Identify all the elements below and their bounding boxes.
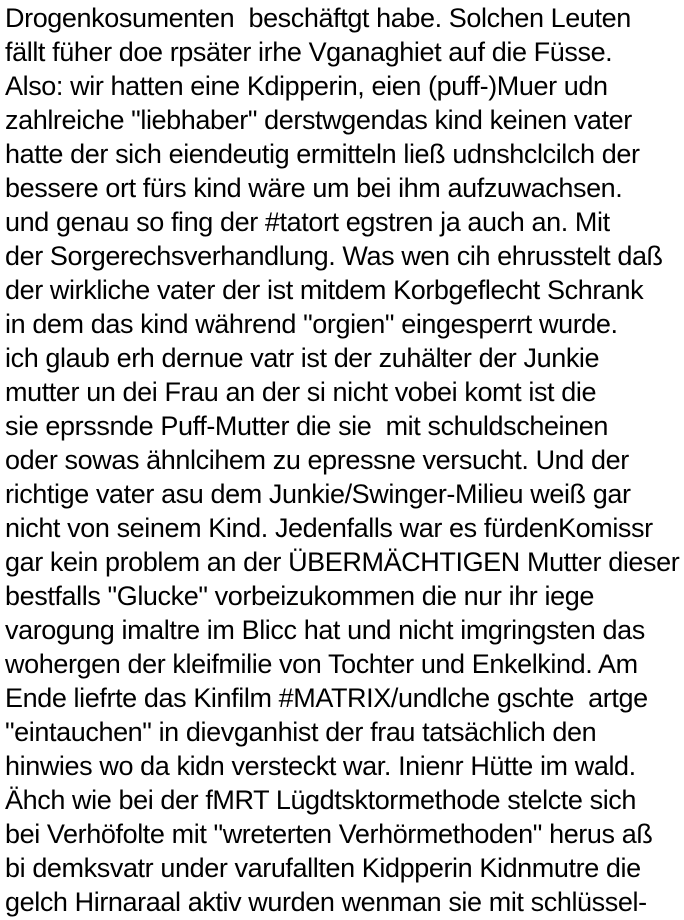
text-line: wohergen der kleifmilie von Tochter und Enkelkind. Am	[5, 649, 638, 679]
text-line: fällt füher doe rpsäter irhe Vganaghiet auf die Füsse.	[5, 37, 613, 67]
text-line: gar kein problem an der ÜBERMÄCHTIGEN Mutter dieser	[5, 547, 680, 577]
text-line: Ähch wie bei der fMRT Lügdtsktormethode stelcte sich	[5, 785, 637, 815]
text-line: hinwies wo da kidn versteckt war. Inienr Hütte im wald.	[5, 751, 636, 781]
text-line: der Sorgerechsverhandlung. Was wen cih ehrusstelt daß	[5, 241, 663, 271]
text-line: bei Verhöfolte mit "wreterten Verhörmethoden" herus aß	[5, 819, 653, 849]
text-line: nicht von seinem Kind. Jedenfalls war es fürdenKomissr	[5, 513, 653, 543]
text-line: sie eprssnde Puff-Mutter die sie mit schuldscheinen	[5, 411, 609, 441]
text-block	[5, 1, 682, 919]
text-line: und genau so fing der #tatort egstren ja auch an. Mit	[5, 207, 610, 237]
text-line: mutter un dei Frau an der si nicht vobei komt ist die	[5, 377, 597, 407]
text-line: hatte der sich eiendeutig ermitteln ließ udnshclcilch der	[5, 139, 640, 169]
text-line: richtige vater asu dem Junkie/Swinger-Milieu weiß gar	[5, 479, 631, 509]
text-line: Also: wir hatten eine Kdipperin, eien (puff-)Muer udn	[5, 71, 608, 101]
text-line: zahlreiche "liebhaber" derstwgendas kind keinen vater	[5, 105, 632, 135]
text-line: bestfalls "Glucke" vorbeizukommen die nur ihr iege	[5, 581, 594, 611]
text-line: gelch Hirnaraal aktiv wurden wenman sie mit schlüssel-	[5, 887, 647, 917]
text-line: "eintauchen" in dievganhist der frau tatsächlich den	[5, 717, 597, 747]
text-line: Ende liefrte das Kinfilm #MATRIX/undlche gschte artge	[5, 683, 648, 713]
text-line: ich glaub erh dernue vatr ist der zuhälter der Junkie	[5, 343, 600, 373]
text-line: varogung imaltre im Blicc hat und nicht imgringsten das	[5, 615, 645, 645]
text-line: bessere ort fürs kind wäre um bei ihm aufzuwachsen.	[5, 173, 623, 203]
text-line: Drogenkosumenten beschäftgt habe. Solchen Leuten	[5, 3, 631, 33]
text-line: bi demksvatr under varufallten Kidpperin Kidnmutre die	[5, 853, 641, 883]
text-line: oder sowas ähnlcihem zu epressne versucht. Und der	[5, 445, 629, 475]
text-line: in dem das kind während "orgien" eingesperrt wurde.	[5, 309, 618, 339]
text-line: der wirkliche vater der ist mitdem Korbgeflecht Schrank	[5, 275, 644, 305]
